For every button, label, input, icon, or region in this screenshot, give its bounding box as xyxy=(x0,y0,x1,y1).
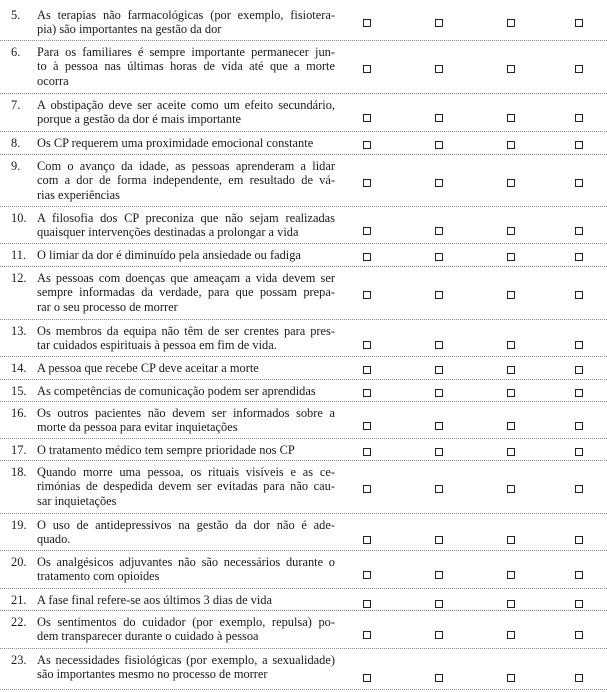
answer-checkbox-1[interactable] xyxy=(363,65,371,73)
answer-checkbox-2[interactable] xyxy=(435,366,443,374)
question-text xyxy=(37,518,335,547)
question-text xyxy=(37,615,335,644)
question-number: 11. xyxy=(11,248,27,262)
question-number: 23. xyxy=(11,653,27,667)
question-number: 18. xyxy=(11,465,27,479)
answer-checkbox-1[interactable] xyxy=(363,253,371,261)
answer-checkbox-1[interactable] xyxy=(363,366,371,374)
question-number: 20. xyxy=(11,555,27,569)
question-text-line: O limiar da dor é diminuído pela ansiedade ou fadiga xyxy=(37,248,301,262)
question-number: 8. xyxy=(11,136,21,150)
answer-checkbox-2[interactable] xyxy=(435,389,443,397)
answer-checkbox-3[interactable] xyxy=(507,141,515,149)
question-row xyxy=(0,406,607,439)
question-row xyxy=(0,248,607,267)
question-row xyxy=(0,555,607,589)
question-text xyxy=(37,653,335,682)
answer-checkbox-1[interactable] xyxy=(363,600,371,608)
question-text-line: Os membros da equipa não têm de ser crentes para pres- xyxy=(37,324,335,338)
answer-checkbox-4[interactable] xyxy=(575,65,583,73)
answer-checkbox-3[interactable] xyxy=(507,600,515,608)
answer-checkbox-4[interactable] xyxy=(575,448,583,456)
question-text xyxy=(37,593,335,607)
answer-checkbox-3[interactable] xyxy=(507,389,515,397)
answer-checkbox-2[interactable] xyxy=(435,291,443,299)
answer-checkbox-4[interactable] xyxy=(575,114,583,122)
answer-checkbox-1[interactable] xyxy=(363,179,371,187)
answer-checkbox-2[interactable] xyxy=(435,227,443,235)
question-number: 22. xyxy=(11,615,27,629)
question-number: 21. xyxy=(11,593,27,607)
answer-checkbox-1[interactable] xyxy=(363,674,371,682)
question-text-line: sar inquietações xyxy=(37,493,117,508)
answer-checkbox-2[interactable] xyxy=(435,65,443,73)
answer-checkbox-2[interactable] xyxy=(435,571,443,579)
question-number: 14. xyxy=(11,361,27,375)
answer-checkbox-1[interactable] xyxy=(363,485,371,493)
question-text xyxy=(37,465,335,508)
answer-checkbox-1[interactable] xyxy=(363,571,371,579)
question-row xyxy=(0,361,607,380)
answer-checkbox-2[interactable] xyxy=(435,631,443,639)
answer-checkbox-4[interactable] xyxy=(575,253,583,261)
question-number: 15. xyxy=(11,384,27,398)
answer-checkbox-3[interactable] xyxy=(507,114,515,122)
question-text-line: As necessidades fisiológicas (por exemplo, a sexualidade) xyxy=(37,653,335,667)
question-row xyxy=(0,324,607,357)
question-row xyxy=(0,443,607,461)
answer-checkbox-2[interactable] xyxy=(435,485,443,493)
question-text xyxy=(37,45,335,88)
answer-checkbox-2[interactable] xyxy=(435,114,443,122)
answer-checkbox-1[interactable] xyxy=(363,19,371,27)
answer-checkbox-4[interactable] xyxy=(575,571,583,579)
question-text-line: porque a gestão da dor é mais importante xyxy=(37,112,242,127)
question-number: 12. xyxy=(11,271,27,285)
question-text-line: Para os familiares é sempre importante permanecer jun- xyxy=(37,45,335,59)
answer-checkbox-1[interactable] xyxy=(363,536,371,544)
question-text xyxy=(37,324,335,353)
question-text-line: rimónias de despedida devem ser evitadas para não cau- xyxy=(37,479,335,494)
answer-checkbox-3[interactable] xyxy=(507,631,515,639)
question-text-line: A filosofia dos CP preconiza que não sejam realizadas xyxy=(37,211,335,225)
question-text-line: tar cuidados espirituais à pessoa em fim de vida. xyxy=(37,338,277,353)
question-text xyxy=(37,98,335,127)
question-row xyxy=(0,593,607,611)
question-text-line: Os analgésicos adjuvantes não são necessários durante o xyxy=(37,555,335,569)
question-text-line: As terapias não farmacológicas (por exemplo, fisiotera- xyxy=(37,8,335,22)
answer-checkbox-3[interactable] xyxy=(507,227,515,235)
answer-checkbox-3[interactable] xyxy=(507,366,515,374)
question-text-line: quaisquer intervenções destinadas a prolongar a vida xyxy=(37,225,299,240)
answer-checkbox-4[interactable] xyxy=(575,291,583,299)
question-text-line: pia) são importantes na gestão da dor xyxy=(37,22,222,37)
question-number: 6. xyxy=(11,45,21,59)
answer-checkbox-3[interactable] xyxy=(507,485,515,493)
answer-checkbox-3[interactable] xyxy=(507,341,515,349)
question-text xyxy=(37,384,335,398)
answer-checkbox-2[interactable] xyxy=(435,341,443,349)
question-text-line: to à pessoa nas últimas horas de vida até que a morte xyxy=(37,59,335,74)
question-row xyxy=(0,518,607,551)
question-text xyxy=(37,443,335,457)
answer-checkbox-1[interactable] xyxy=(363,291,371,299)
question-row xyxy=(0,465,607,514)
answer-checkbox-2[interactable] xyxy=(435,448,443,456)
question-text-line: As pessoas com doenças que ameaçam a vida devem ser xyxy=(37,271,335,285)
answer-checkbox-1[interactable] xyxy=(363,448,371,456)
question-text-line: são importantes mesmo no processo de morrer xyxy=(37,667,268,682)
question-row xyxy=(0,384,607,402)
question-text-line: Os outros pacientes não devem ser informados sobre a xyxy=(37,406,335,420)
question-text-line: rias experiências xyxy=(37,187,120,202)
question-text-line: com a dor de forma independente, em resultado de vá- xyxy=(37,173,335,188)
question-text xyxy=(37,361,335,375)
question-row xyxy=(0,45,607,94)
question-text-line: Os sentimentos do cuidador (por exemplo, repulsa) po- xyxy=(37,615,335,629)
question-text xyxy=(37,248,335,262)
question-text-line: A fase final refere-se aos últimos 3 dias de vida xyxy=(37,593,272,607)
answer-checkbox-1[interactable] xyxy=(363,141,371,149)
answer-checkbox-3[interactable] xyxy=(507,253,515,261)
question-row xyxy=(0,653,607,690)
answer-checkbox-1[interactable] xyxy=(363,389,371,397)
question-text xyxy=(37,136,335,150)
question-text-line: rar o seu processo de morrer xyxy=(37,299,178,314)
question-text xyxy=(37,406,335,435)
answer-checkbox-3[interactable] xyxy=(507,448,515,456)
answer-checkbox-3[interactable] xyxy=(507,19,515,27)
question-text xyxy=(37,159,335,202)
answer-checkbox-2[interactable] xyxy=(435,674,443,682)
question-number: 10. xyxy=(11,211,27,225)
answer-checkbox-4[interactable] xyxy=(575,536,583,544)
answer-checkbox-3[interactable] xyxy=(507,65,515,73)
question-text xyxy=(37,211,335,240)
question-text-line: sempre informadas da verdade, para que possam prepa- xyxy=(37,285,335,300)
answer-checkbox-4[interactable] xyxy=(575,389,583,397)
answer-checkbox-1[interactable] xyxy=(363,631,371,639)
answer-checkbox-2[interactable] xyxy=(435,422,443,430)
question-text xyxy=(37,8,335,37)
question-text-line: morte da pessoa para evitar inquietações xyxy=(37,420,238,435)
answer-checkbox-2[interactable] xyxy=(435,179,443,187)
question-text-line: ocorra xyxy=(37,73,69,88)
question-text-line: tratamento com opioides xyxy=(37,569,160,584)
question-row xyxy=(0,8,607,41)
question-number: 16. xyxy=(11,406,27,420)
answer-checkbox-4[interactable] xyxy=(575,422,583,430)
answer-checkbox-1[interactable] xyxy=(363,227,371,235)
question-text-line: O uso de antidepressivos na gestão da dor não é ade- xyxy=(37,518,335,532)
question-text xyxy=(37,271,335,314)
answer-checkbox-3[interactable] xyxy=(507,179,515,187)
answer-checkbox-1[interactable] xyxy=(363,422,371,430)
question-row xyxy=(0,136,607,155)
question-text xyxy=(37,555,335,584)
question-text-line: A obstipação deve ser aceite como um efeito secundário, xyxy=(37,98,335,112)
answer-checkbox-4[interactable] xyxy=(575,366,583,374)
question-number: 13. xyxy=(11,324,27,338)
answer-checkbox-2[interactable] xyxy=(435,141,443,149)
question-number: 19. xyxy=(11,518,27,532)
question-text-line: Os CP requerem uma proximidade emocional constante xyxy=(37,136,314,150)
question-text-line: quado. xyxy=(37,532,71,547)
question-text-line: Com o avanço da idade, as pessoas aprenderam a lidar xyxy=(37,159,335,173)
question-row xyxy=(0,211,607,244)
answer-checkbox-2[interactable] xyxy=(435,19,443,27)
question-row xyxy=(0,271,607,320)
question-number: 5. xyxy=(11,8,21,22)
answer-checkbox-4[interactable] xyxy=(575,179,583,187)
question-number: 17. xyxy=(11,443,27,457)
answer-checkbox-1[interactable] xyxy=(363,341,371,349)
question-text-line: A pessoa que recebe CP deve aceitar a morte xyxy=(37,361,259,375)
answer-checkbox-3[interactable] xyxy=(507,422,515,430)
answer-checkbox-3[interactable] xyxy=(507,291,515,299)
question-text-line: As competências de comunicação podem ser aprendidas xyxy=(37,384,316,398)
question-row xyxy=(0,159,607,207)
question-number: 7. xyxy=(11,98,21,112)
question-number: 9. xyxy=(11,159,21,173)
answer-checkbox-4[interactable] xyxy=(575,674,583,682)
answer-checkbox-2[interactable] xyxy=(435,600,443,608)
answer-checkbox-2[interactable] xyxy=(435,536,443,544)
question-row xyxy=(0,98,607,132)
answer-checkbox-3[interactable] xyxy=(507,571,515,579)
answer-checkbox-4[interactable] xyxy=(575,631,583,639)
answer-checkbox-4[interactable] xyxy=(575,485,583,493)
answer-checkbox-4[interactable] xyxy=(575,141,583,149)
answer-checkbox-4[interactable] xyxy=(575,600,583,608)
question-text-line: Quando morre uma pessoa, os rituais visíveis e as ce- xyxy=(37,465,335,479)
question-text-line: O tratamento médico tem sempre prioridade nos CP xyxy=(37,443,295,457)
answer-checkbox-4[interactable] xyxy=(575,227,583,235)
answer-checkbox-4[interactable] xyxy=(575,341,583,349)
answer-checkbox-3[interactable] xyxy=(507,536,515,544)
question-row xyxy=(0,615,607,649)
answer-checkbox-4[interactable] xyxy=(575,19,583,27)
question-text-line: dem transparecer durante o cuidado à pessoa xyxy=(37,629,259,644)
answer-checkbox-2[interactable] xyxy=(435,253,443,261)
answer-checkbox-3[interactable] xyxy=(507,674,515,682)
answer-checkbox-1[interactable] xyxy=(363,114,371,122)
